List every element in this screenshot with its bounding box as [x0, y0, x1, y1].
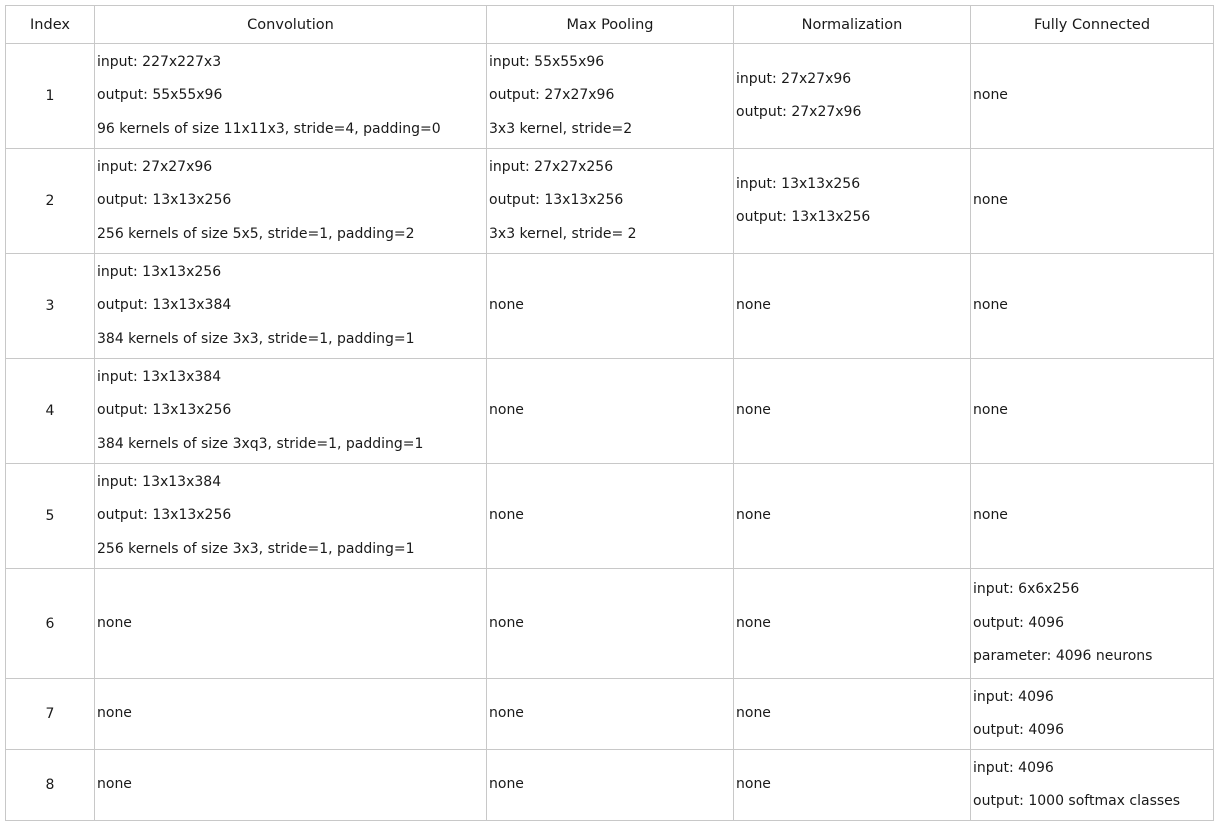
table-row: [6, 359, 1214, 464]
convolution-cell: [95, 464, 487, 569]
cell-line: none: [489, 614, 524, 631]
cell-line: input: 227x227x3: [97, 53, 222, 70]
max-pooling-cell: [487, 569, 734, 679]
fully-connected-cell: [971, 569, 1214, 679]
index-cell: 4: [6, 359, 95, 464]
index-cell: 8: [6, 750, 95, 821]
cell-line: parameter: 4096 neurons: [973, 648, 1153, 665]
max-pooling-cell: [487, 464, 734, 569]
index-cell: 5: [6, 464, 95, 569]
table-row: [6, 44, 1214, 149]
cell-line: none: [736, 614, 771, 631]
convolution-cell: [95, 149, 487, 254]
cell-line: input: 27x27x96: [736, 70, 852, 87]
header-convolution: Convolution: [95, 6, 487, 44]
index-cell: 7: [6, 679, 95, 750]
convolution-cell: [95, 44, 487, 149]
convolution-cell: [95, 359, 487, 464]
cell-line: 96 kernels of size 11x11x3, stride=4, padding=0: [97, 120, 441, 137]
cell-line: none: [736, 402, 771, 419]
normalization-cell: [734, 679, 971, 750]
table-row: [6, 569, 1214, 679]
cell-line: input: 13x13x256: [97, 263, 222, 280]
table-row: [6, 679, 1214, 750]
max-pooling-cell: [487, 149, 734, 254]
max-pooling-cell: [487, 359, 734, 464]
cell-line: output: 4096: [973, 722, 1064, 738]
cell-line: none: [973, 402, 1008, 419]
cell-line: input: 27x27x96: [97, 158, 213, 175]
cell-line: input: 27x27x256: [489, 158, 614, 175]
cell-line: input: 13x13x384: [97, 473, 222, 490]
cell-line: 256 kernels of size 5x5, stride=1, padding=2: [97, 225, 415, 242]
cell-line: none: [489, 402, 524, 419]
index-cell: 2: [6, 149, 95, 254]
header-fully-connected: Fully Connected: [971, 6, 1214, 44]
cell-line: none: [489, 297, 524, 314]
cell-line: output: 1000 softmax classes: [973, 793, 1181, 809]
fully-connected-cell: [971, 44, 1214, 149]
normalization-cell: [734, 464, 971, 569]
max-pooling-cell: [487, 679, 734, 750]
header-max-pooling: Max Pooling: [487, 6, 734, 44]
cell-line: output: 55x55x96: [97, 87, 223, 104]
index-cell: 6: [6, 569, 95, 679]
cell-line: input: 13x13x384: [97, 368, 222, 385]
cell-line: none: [489, 507, 524, 524]
cell-line: output: 13x13x256: [736, 209, 871, 225]
header-normalization: Normalization: [734, 6, 971, 44]
cell-line: output: 4096: [973, 614, 1064, 631]
convolution-cell: [95, 254, 487, 359]
header-index: Index: [6, 6, 95, 44]
table-row: [6, 149, 1214, 254]
index-cell: 1: [6, 44, 95, 149]
cell-line: input: 13x13x256: [736, 175, 861, 192]
cell-line: input: 55x55x96: [489, 53, 605, 70]
cell-line: none: [97, 705, 132, 722]
cell-line: none: [973, 507, 1008, 524]
cell-line: input: 4096: [973, 759, 1054, 776]
header-row: [6, 6, 1214, 44]
cell-line: 3x3 kernel, stride= 2: [489, 225, 637, 242]
cell-line: none: [736, 507, 771, 524]
cell-line: input: 6x6x256: [973, 581, 1080, 598]
fully-connected-cell: [971, 149, 1214, 254]
normalization-cell: [734, 149, 971, 254]
cell-line: output: 13x13x384: [97, 297, 232, 314]
cell-line: none: [97, 776, 132, 793]
cell-line: input: 4096: [973, 688, 1054, 705]
normalization-cell: [734, 44, 971, 149]
cell-line: none: [97, 614, 132, 631]
cell-line: none: [973, 297, 1008, 314]
table-row: [6, 464, 1214, 569]
convolution-cell: [95, 679, 487, 750]
fully-connected-cell: [971, 254, 1214, 359]
cell-line: none: [736, 776, 771, 793]
normalization-cell: [734, 254, 971, 359]
cell-line: 3x3 kernel, stride=2: [489, 120, 633, 137]
convolution-cell: [95, 569, 487, 679]
table-row: [6, 750, 1214, 821]
cell-line: output: 13x13x256: [97, 402, 232, 419]
normalization-cell: [734, 750, 971, 821]
cell-line: 384 kernels of size 3x3, stride=1, padding=1: [97, 330, 415, 347]
fully-connected-cell: [971, 750, 1214, 821]
cell-line: none: [973, 192, 1008, 209]
cell-line: output: 13x13x256: [489, 192, 624, 209]
index-cell: 3: [6, 254, 95, 359]
cell-line: output: 13x13x256: [97, 507, 232, 524]
normalization-cell: [734, 359, 971, 464]
cell-line: none: [973, 87, 1008, 104]
cell-line: output: 27x27x96: [736, 104, 862, 120]
cell-line: none: [736, 297, 771, 314]
cell-line: none: [736, 705, 771, 722]
table-row: [6, 254, 1214, 359]
normalization-cell: [734, 569, 971, 679]
cell-line: output: 13x13x256: [97, 192, 232, 209]
convolution-cell: [95, 750, 487, 821]
cell-line: output: 27x27x96: [489, 87, 615, 104]
cell-line: 256 kernels of size 3x3, stride=1, padding=1: [97, 540, 415, 557]
max-pooling-cell: [487, 750, 734, 821]
fully-connected-cell: [971, 464, 1214, 569]
fully-connected-cell: [971, 359, 1214, 464]
max-pooling-cell: [487, 44, 734, 149]
cell-line: none: [489, 705, 524, 722]
cell-line: none: [489, 776, 524, 793]
layer-table: [5, 5, 1214, 821]
max-pooling-cell: [487, 254, 734, 359]
fully-connected-cell: [971, 679, 1214, 750]
cell-line: 384 kernels of size 3xq3, stride=1, padding=1: [97, 435, 424, 452]
